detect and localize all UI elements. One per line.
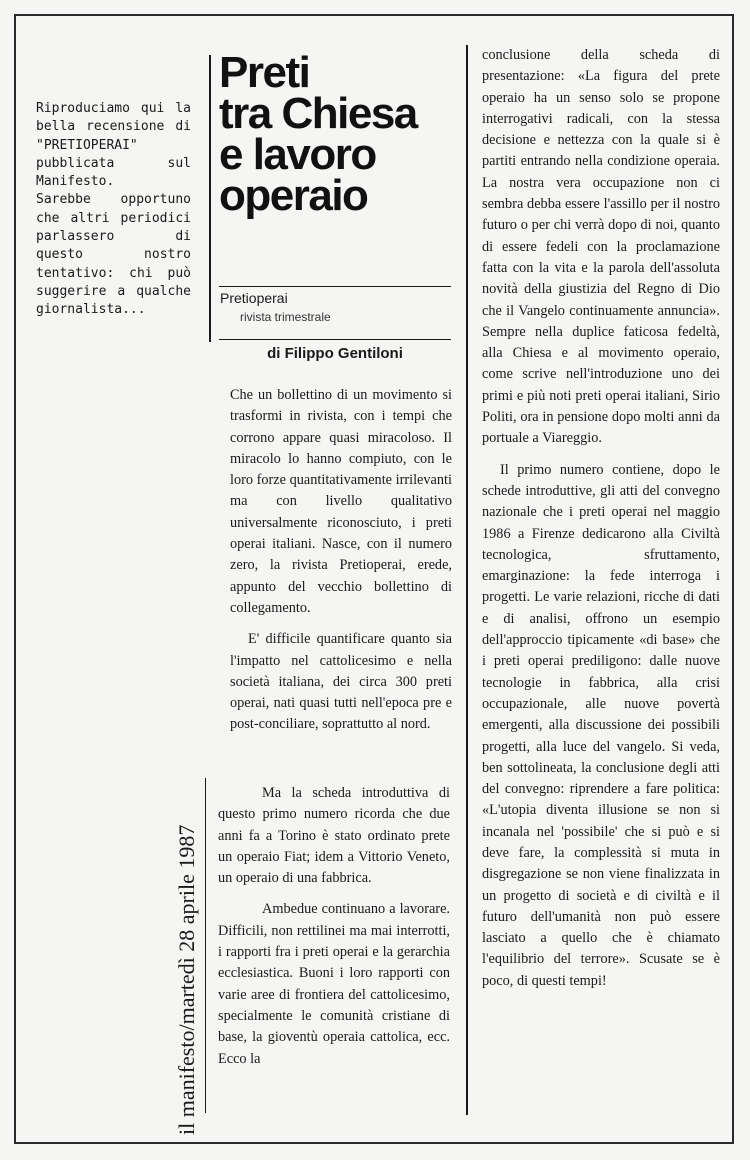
headline-line: operaio	[219, 171, 368, 220]
article-paragraph: Che un bollettino di un movimento si trasformi in rivista, con i tempi che corrono appare quasi miracoloso. Il miracolo lo hanno compiuto, con le loro forze quantitativamente irrilevanti ma con livello qualitativo universalmente riconosciuto, i preti operai italiani. Nasce, con il numero zero, la rivista Pretioperai, erede, appunto del vecchio bollettino di collegamento.	[230, 387, 452, 616]
article-paragraph: Ambedue continuano a lavorare. Difficili, non rettilinei ma mai interrotti, i rapporti fra i preti operai e la gerarchia ecclesiastica. Buoni i loro rapporti con varie aree di frontiera del cattolicesimo, specialmente le comunità cristiane di base, la gioventù operaia cattolica, ecc. Ecco la	[218, 901, 450, 1067]
byline-divider	[219, 339, 451, 340]
editorial-note	[36, 100, 191, 320]
source-rule	[205, 778, 206, 1113]
magazine-subtitle: rivista trimestrale	[240, 310, 331, 324]
title-divider	[219, 286, 451, 287]
title-rule-left	[209, 55, 211, 342]
article-paragraph: Ma la scheda introduttiva di questo primo numero ricorda che due anni fa a Torino è stato ordinato prete un operaio Fiat; idem a Vittorio Veneto, un operaio di una fabbrica.	[218, 785, 450, 887]
article-column-right	[482, 45, 720, 1002]
article-paragraph: Il primo numero contiene, dopo le schede introduttive, gli atti del convegno nazionale che i preti operai nel maggio 1986 a Firenze dedicarono alla Civiltà tecnologica, sfruttamento, emarginazione: la fede interroga i progetti. Le varie relazioni, ricche di dati e di analisi, offrono un esempio dell'approccio tipicamente «di base» che i preti operai prediligono: dalle nuove tecnologie in fabbrica, alla crisi occupazionale, alle nuove povertà emergenti, alla discussione dei possibili progetti, alla luce del vangelo. Si veda, ben sottolineata, la conclusione degli atti del convegno: riprendere a fare politica: «L'utopia diventa illusione se non si incanala nel 'possibile' che si può e si deve fare, la complessità si muta in disgregazione se non viene finalizzata in un progetto di società e di civiltà e il futuro dell'umanità non può essere lasciato a quello che è chiamato l'equilibrio del terrore». Scusate se è poco, di questi tempi!	[482, 461, 720, 989]
column-rule	[466, 45, 468, 1115]
note-paragraph: Sarebbe opportuno che altri periodici parlassero di questo nostro tentativo: chi può suggerire a qualche giornalista...	[36, 192, 191, 318]
headline	[219, 48, 451, 220]
article-column-middle-top	[230, 385, 452, 746]
source-dateline: il manifesto/martedì 28 aprile 1987	[174, 824, 199, 1135]
headline-line: tra Chiesa	[219, 89, 417, 138]
article-paragraph: conclusione della scheda di presentazione: «La figura del prete operaio ha un senso solo se propone interrogativi radicali, con la stessa decisione e nettezza con la quale si è partiti entrando nella condizione operaia. La nostra vera occupazione non ci sembra debba essere l'assillo per il nostro futuro o per chi verrà dopo di noi, quanto di essere fedeli con la proclamazione fatta con la vita e la parola dell'assoluta novità della giustizia del Regno di Dio che il Vangelo continuamente annuncia». Sempre nella duplice faticosa fedeltà, alla Chiesa e al movimento operaio, come scrive nell'introduzione uno dei primi e più noti preti operai italiani, Sirio Politi, ora in pensione dopo molti anni da portuale a Viareggio.	[482, 47, 720, 447]
note-paragraph: Riproduciamo qui la bella recensione di "PRETIOPERAI" pubblicata sul Manifesto.	[36, 101, 191, 190]
headline-block	[219, 48, 451, 220]
article-column-middle-bottom	[218, 783, 450, 1080]
article-paragraph: E' difficile quantificare quanto sia l'impatto nel cattolicesimo e nella società italiana, dei circa 300 preti operai, nati quasi tutti nell'epoca pre e post-conciliare, soprattutto al nord.	[230, 631, 452, 733]
magazine-name: Pretioperai	[220, 290, 288, 306]
headline-line: e lavoro	[219, 130, 376, 179]
byline: di Filippo Gentiloni	[267, 345, 403, 362]
headline-line: Preti	[219, 48, 310, 97]
